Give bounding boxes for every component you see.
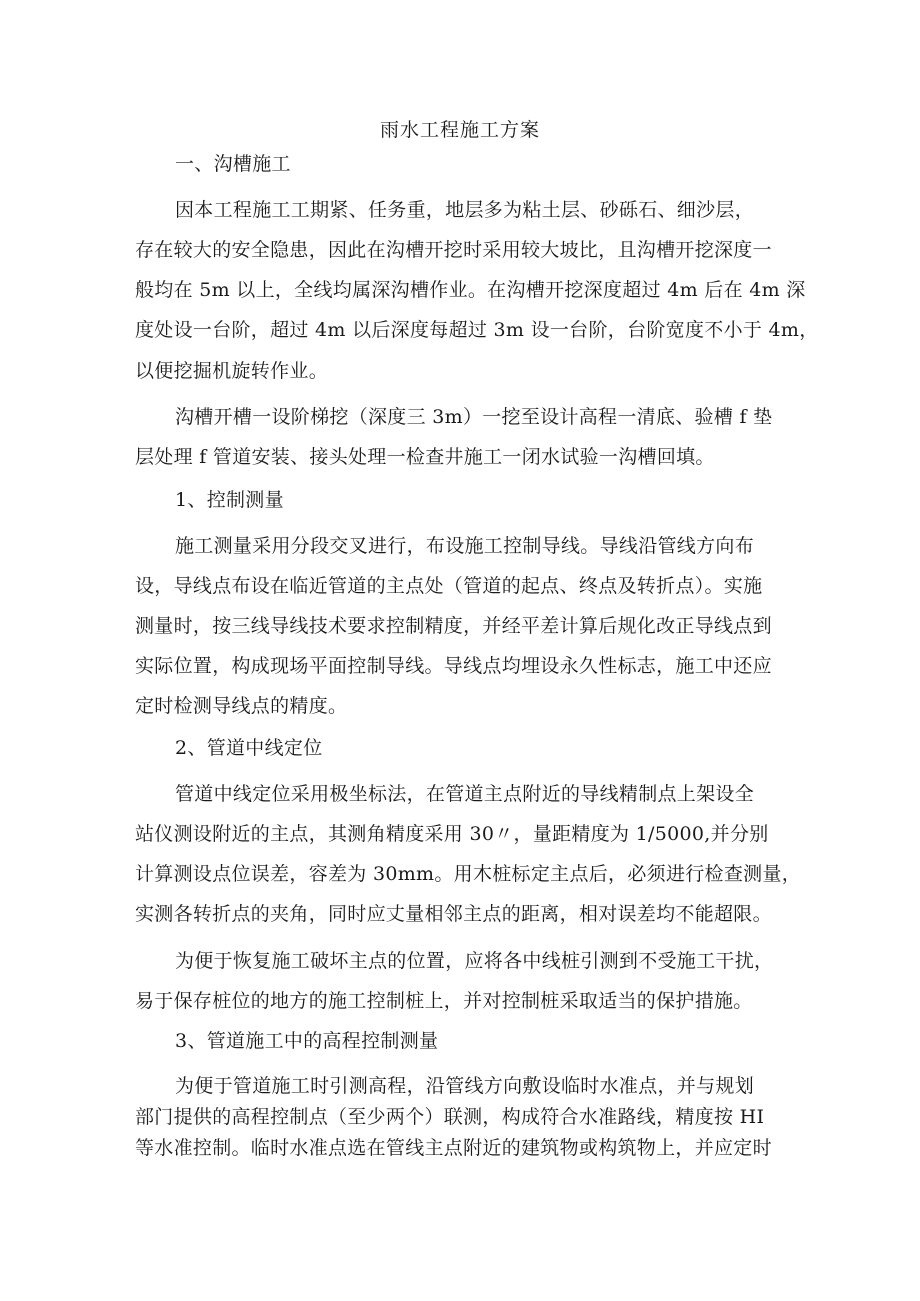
subsection-heading: 3、管道施工中的高程控制测量	[175, 1030, 439, 1052]
paragraph-line: 般均在 5m 以上，全线均属深沟槽作业。在沟槽开挖深度超过 4m 后在 4m 深	[135, 279, 806, 301]
paragraph-line: 管道中线定位采用极坐标法，在管道主点附近的导线精制点上架设全	[175, 783, 755, 805]
paragraph-line: 施工测量采用分段交叉进行，布设施工控制导线。导线沿管线方向布	[175, 535, 755, 557]
section-heading: 一、沟槽施工	[175, 153, 291, 175]
paragraph-line: 因本工程施工工期紧、任务重，地层多为粘土层、砂砾石、细沙层，	[175, 199, 755, 221]
paragraph-line: 易于保存桩位的地方的施工控制桩上，并对控制桩采取适当的保护措施。	[135, 990, 753, 1012]
paragraph-line: 层处理 f 管道安装、接头处理一检查井施工一闭水试验一沟槽回填。	[135, 446, 715, 468]
subsection-heading: 1、控制测量	[175, 489, 284, 511]
paragraph-line: 实测各转折点的夹角，同时应丈量相邻主点的距离，相对误差均不能超限。	[135, 903, 772, 925]
document-title: 雨水工程施工方案	[379, 119, 540, 141]
paragraph-line: 沟槽开槽一设阶梯挖（深度三 3m）一挖至设计高程一清底、验槽 f 垫	[175, 406, 773, 428]
paragraph-line: 存在较大的安全隐患，因此在沟槽开挖时采用较大坡比，且沟槽开挖深度一	[135, 239, 772, 261]
paragraph-line: 测量时，按三线导线技术要求控制精度，并经平差计算后规化改正导线点到	[135, 615, 772, 637]
paragraph-line: 为便于恢复施工破坏主点的位置，应将各中线桩引测到不受施工干扰，	[175, 950, 774, 972]
paragraph-line: 实际位置，构成现场平面控制导线。导线点均埋设永久性标志，施工中还应	[135, 655, 772, 677]
paragraph-line: 定时检测导线点的精度。	[135, 695, 348, 717]
paragraph-line: 度处设一台阶，超过 4m 以后深度每超过 3m 设一台阶，台阶宽度不小于 4m，	[135, 319, 819, 341]
paragraph-line: 等水准控制。临时水准点选在管线主点附近的建筑物或构筑物上，并应定时	[135, 1137, 772, 1159]
paragraph-line: 设，导线点布设在临近管道的主点处（管道的起点、终点及转折点）。实施	[135, 575, 763, 597]
paragraph-line: 以便挖掘机旋转作业。	[135, 360, 329, 382]
paragraph-line: 为便于管道施工时引测高程，沿管线方向敷设临时水准点，并与规划	[175, 1075, 755, 1097]
paragraph-line: 计算测设点位误差，容差为 30mm。用木桩标定主点后，必须进行检查测量，	[135, 863, 802, 885]
paragraph-line: 站仪测设附近的主点，其测角精度采用 30〃，量距精度为 1/5000,并分别	[135, 823, 769, 845]
subsection-heading: 2、管道中线定位	[175, 737, 323, 759]
paragraph-line: 部门提供的高程控制点（至少两个）联测，构成符合水准路线，精度按 HI	[135, 1106, 765, 1128]
